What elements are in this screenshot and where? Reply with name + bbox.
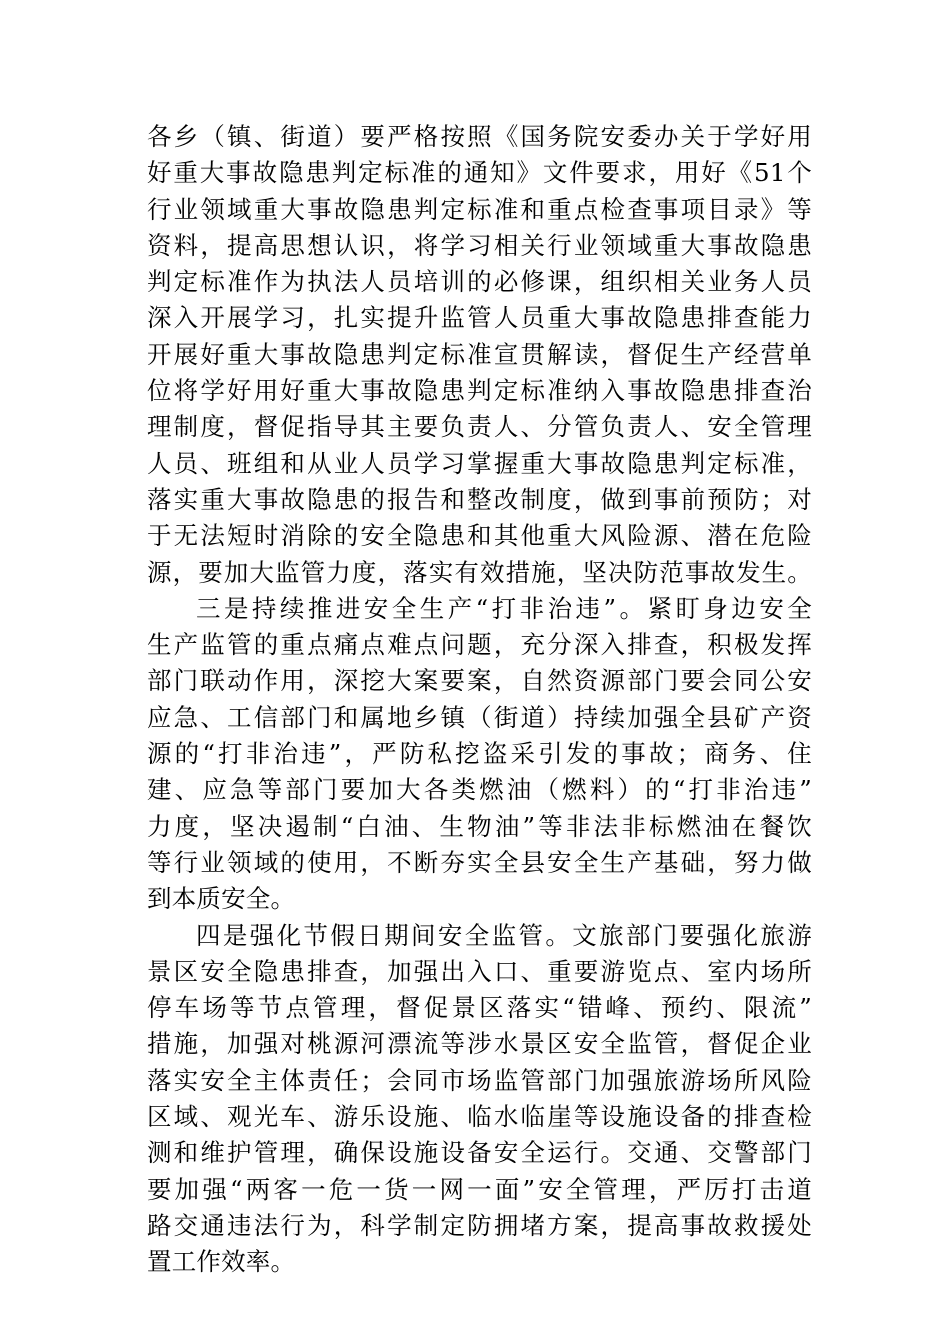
text-line: 部门联动作用，深挖大案要案，自然资源部门要会同公安 [147,666,812,696]
text-line: 区域、观光车、游乐设施、临水临崖等设施设备的排查检 [147,1102,812,1132]
paragraph-3 [147,918,812,1281]
text-line: 源的“打非治违”，严防私挖盗采引发的事故；商务、住 [147,739,812,769]
text-line: 建、应急等部门要加大各类燃油（燃料）的“打非治违” [147,775,812,805]
text-line: 要加强“两客一危一货一网一面”安全管理，严厉打击道 [147,1174,812,1204]
paragraph-2 [147,591,812,918]
text-line: 景区安全隐患排查，加强出入口、重要游览点、室内场所 [147,956,812,986]
text-line: 停车场等节点管理，督促景区落实“错峰、预约、限流” [147,993,812,1023]
text-line: 源，要加大监管力度，落实有效措施，坚决防范事故发生。 [147,557,812,587]
text-line: 各乡（镇、街道）要严格按照《国务院安委办关于学好用 [147,122,812,151]
text-line: 资料，提高思想认识，将学习相关行业领域重大事故隐患 [147,230,812,260]
text-line: 落实重大事故隐患的报告和整改制度，做到事前预防；对 [147,484,812,514]
text-line: 开展好重大事故隐患判定标准宣贯解读，督促生产经营单 [147,339,812,369]
text-line: 人员、班组和从业人员学习掌握重大事故隐患判定标准， [147,448,812,478]
text-line: 行业领域重大事故隐患判定标准和重点检查事项目录》等 [147,194,812,224]
text-line: 等行业领域的使用，不断夯实全县安全生产基础，努力做 [147,847,812,877]
text-line: 测和维护管理，确保设施设备安全运行。交通、交警部门 [147,1138,812,1168]
text-line: 路交通违法行为，科学制定防拥堵方案，提高事故救援处 [147,1210,812,1240]
text-line: 三是持续推进安全生产“打非治违”。紧盯身边安全 [196,593,812,623]
text-line: 深入开展学习，扎实提升监管人员重大事故隐患排查能力 [147,303,812,333]
text-line: 位将学好用好重大事故隐患判定标准纳入事故隐患排查治 [147,376,812,406]
text-line: 生产监管的重点痛点难点问题，充分深入排查，积极发挥 [147,630,812,660]
text-line: 落实安全主体责任；会同市场监管部门加强旅游场所风险 [147,1065,812,1095]
text-line: 理制度，督促指导其主要负责人、分管负责人、安全管理 [147,412,812,442]
text-line: 措施，加强对桃源河漂流等涉水景区安全监管，督促企业 [147,1029,812,1059]
document-body [147,119,812,1281]
text-line: 到本质安全。 [147,884,296,914]
text-line: 应急、工信部门和属地乡镇（街道）持续加强全县矿产资 [147,702,812,732]
text-line: 四是强化节假日期间安全监管。文旅部门要强化旅游 [196,920,812,950]
text-line: 于无法短时消除的安全隐患和其他重大风险源、潜在危险 [147,521,812,551]
text-line: 置工作效率。 [147,1247,296,1277]
text-line: 力度，坚决遏制“白油、生物油”等非法非标燃油在餐饮 [147,811,812,841]
text-line: 好重大事故隐患判定标准的通知》文件要求，用好《51个 [147,158,812,188]
paragraph-1 [147,119,812,591]
text-line: 判定标准作为执法人员培训的必修课，组织相关业务人员 [147,267,812,297]
